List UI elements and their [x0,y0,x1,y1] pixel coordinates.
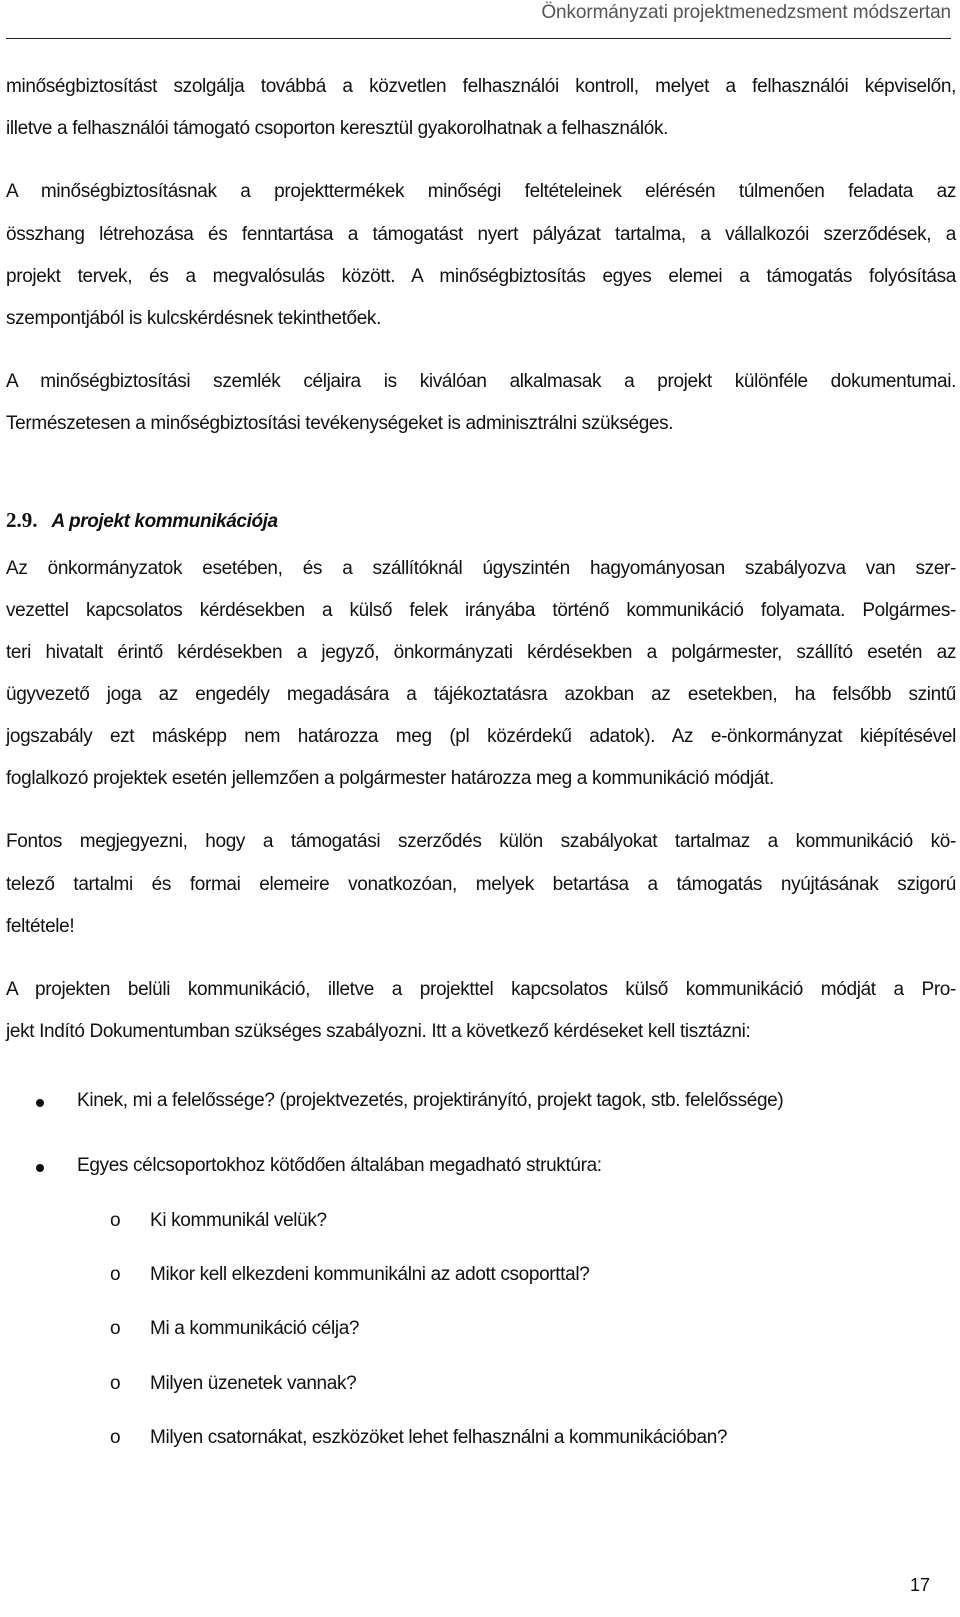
sub-list-item [6,1210,956,1238]
paragraph-line: ügyvezető joga az engedély megadására a tájékoztatásra azokban az esetekben, ha felsőbb szintű [6,684,956,705]
list-item [6,1155,956,1183]
circle-bullet-icon: o [110,1210,121,1231]
paragraph-line: feltétele! [6,916,75,937]
paragraph-line: Természetesen a minőségbiztosítási tevékenységeket is adminisztrálni szükséges. [6,413,674,434]
paragraph-line: összhang létrehozása és fenntartása a támogatást nyert pályázat tartalma, a vállalkozói szerződések, a [6,224,956,245]
paragraph-line: A minőségbiztosításnak a projekttermékek minőségi feltételeinek elérésén túlmenően feladata az [6,181,956,202]
list-item [6,1090,956,1118]
sub-list-item [6,1373,956,1401]
sub-list-item [6,1427,956,1455]
sub-list-item-text: Milyen csatornákat, eszközöket lehet felhasználni a kommunikációban? [150,1427,728,1448]
paragraph-line: Az önkormányzatok esetében, és a szállítóknál úgyszintén hagyományosan szabályozva van szer- [6,558,956,579]
sub-list-item-text: Mikor kell elkezdeni kommunikálni az adott csoporttal? [150,1264,590,1285]
paragraph-line: illetve a felhasználói támogató csoporton keresztül gyakorolhatnak a felhasználók. [6,118,669,139]
bullet-icon [36,1099,44,1107]
list-item-text: Egyes célcsoportokhoz kötődően általában megadható struktúra: [77,1155,602,1176]
sub-list-item-text: Ki kommunikál velük? [150,1210,327,1231]
paragraph-line: Fontos megjegyezni, hogy a támogatási szerződés külön szabályokat tartalmaz a kommunikáció kö- [6,831,956,852]
paragraph-line: jekt Indító Dokumentumban szükséges szabályozni. Itt a következő kérdéseket kell tisztázni: [6,1021,751,1042]
paragraph-line: vezettel kapcsolatos kérdésekben a külső felek irányába történő kommunikáció folyamata. Polgármes- [6,600,956,621]
circle-bullet-icon: o [110,1318,121,1339]
section-heading [6,508,278,533]
section-number: 2.9. [6,508,38,532]
sub-list-item-text: Mi a kommunikáció célja? [150,1318,360,1339]
sub-list-item-text: Milyen üzenetek vannak? [150,1373,357,1394]
paragraph-line: telező tartalmi és formai elemeire vonatkozóan, melyek betartása a támogatás nyújtásának szigorú [6,874,956,895]
list-item-text: Kinek, mi a felelőssége? (projektvezetés, projektirányító, projekt tagok, stb. felelőssége) [77,1090,784,1111]
circle-bullet-icon: o [110,1373,121,1394]
sub-list-item [6,1264,956,1292]
paragraph-line: projekt tervek, és a megvalósulás között. A minőségbiztosítás egyes elemei a támogatás folyósítása [6,266,956,287]
circle-bullet-icon: o [110,1264,121,1285]
paragraph-line: A minőségbiztosítási szemlék céljaira is kiválóan alkalmasak a projekt különféle dokumentumai. [6,371,956,392]
paragraph-line: foglalkozó projektek esetén jellemzően a polgármester határozza meg a kommunikáció módját. [6,768,774,789]
paragraph-line: teri hivatalt érintő kérdésekben a jegyző, önkormányzati kérdésekben a polgármester, szállító esetén az [6,642,956,663]
paragraph-line: szempontjából is kulcskérdésnek tekinthetőek. [6,308,382,329]
running-header: Önkormányzati projektmenedzsment módszertan [541,2,951,23]
section-title: A projekt kommunikációja [51,511,278,532]
paragraph-line: A projekten belüli kommunikáció, illetve a projekttel kapcsolatos külső kommunikáció módját a Pro- [6,979,956,1000]
sub-list-item [6,1318,956,1346]
circle-bullet-icon: o [110,1427,121,1448]
paragraph-line: minőségbiztosítást szolgálja továbbá a közvetlen felhasználói kontroll, melyet a felhasználói képviselőn, [6,76,956,97]
bullet-icon [36,1164,44,1172]
paragraph-line: jogszabály ezt másképp nem határozza meg (pl közérdekű adatok). Az e-önkormányzat kiépítésével [6,726,956,747]
header-divider [6,38,951,39]
page-number: 17 [909,1575,930,1595]
